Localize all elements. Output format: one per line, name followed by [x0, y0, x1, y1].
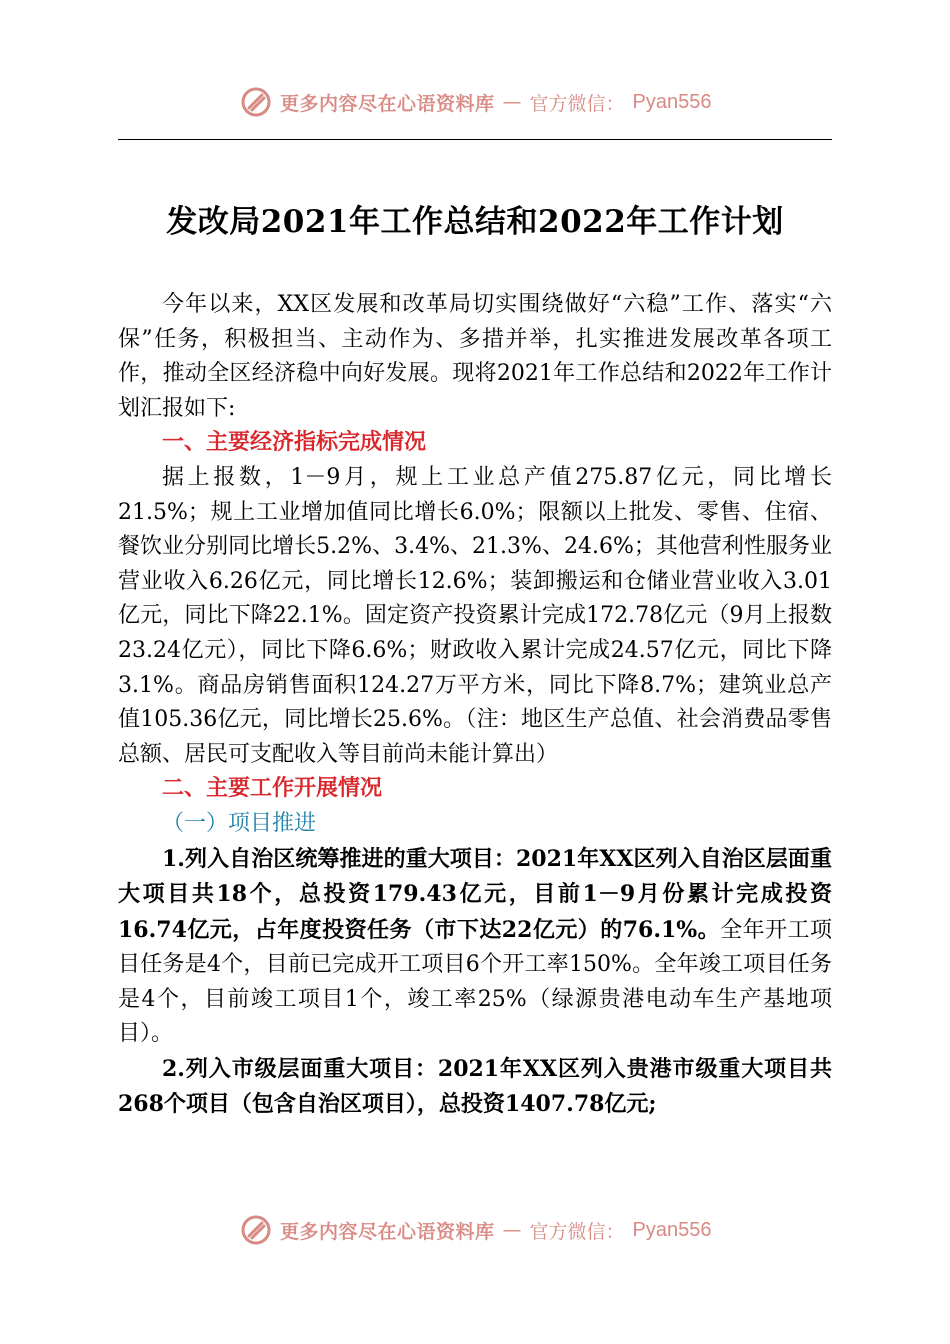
- watermark-banner-bottom: [240, 1208, 760, 1252]
- banner-text: 更多内容尽在心语资料库: [280, 92, 495, 115]
- subsection1-heading: （一）项目推进: [162, 810, 317, 836]
- watermark-banner-top: [240, 80, 760, 124]
- brush-logo-icon: [240, 1214, 272, 1246]
- banner-separator: —: [502, 1219, 522, 1241]
- brush-logo-icon: [240, 86, 272, 118]
- section1-paragraph: 据上报数，1－9月，规上工业总产值275.87亿元，同比增长21.5%；规上工业增加值同比增长6.0%；限额以上批发、零售、住宿、餐饮业分别同比增长5.2%、3.4%、21.3%、24.6%；其他营利性服务业营业收入6.26亿元，同比增长12.6%；装卸搬运和仓储业营业收入3.01亿元，同比下降22.1%。固定资产投资累计完成172.78亿元（9月上报数23.24亿元），同比下降6.6%；财政收入累计完成24.57亿元，同比下降3.1%。商品房销售面积124.27万平方米，同比下降8.7%；建筑业总产值105.36亿元，同比增长25.6%。（注：地区生产总值、社会消费品零售总额、居民可支配收入等目前尚未能计算出）: [118, 464, 832, 767]
- banner-text: 更多内容尽在心语资料库: [280, 1220, 495, 1243]
- header-rule: [118, 139, 832, 140]
- section2-heading: 二、主要工作开展情况: [162, 776, 383, 802]
- intro-paragraph: 今年以来，XX区发展和改革局切实围绕做好“六稳”工作、落实“六保”任务，积极担当、主动作为、多措并举，扎实推进发展改革各项工作，推动全区经济稳中向好发展。现将2021年工作总结和2022年工作计划汇报如下:: [118, 292, 832, 421]
- item1-bold-text: 1.列入自治区统筹推进的重大项目：2021年XX区列入自治区层面重大项目共18个，总投资179.43亿元，目前1－9月份累计完成投资16.74亿元，占年度投资任务（市下达22亿元）的76.1%。: [118, 845, 832, 943]
- banner-label: 官方微信：: [529, 1220, 625, 1243]
- document-title: 发改局2021年工作总结和2022年工作计划: [166, 204, 784, 240]
- document-body: [118, 288, 832, 1121]
- item1-paragraph: [118, 842, 832, 1053]
- section1-heading: 一、主要经济指标完成情况: [162, 430, 427, 456]
- item2-paragraph: 2.列入市级层面重大项目：2021年XX区列入贵港市级重大项目共268个项目（包含自治区项目），总投资1407.78亿元;: [118, 1056, 832, 1117]
- banner-separator: —: [502, 91, 522, 113]
- banner-wechat-id: Pyan556: [632, 1218, 712, 1241]
- banner-label: 官方微信：: [529, 92, 625, 115]
- item1-text: 全年开工项目任务是4个，目前已完成开工项目6个开工率150%。全年竣工项目任务是4个，目前竣工项目1个，竣工率25%（绿源贵港电动车生产基地项目）。: [118, 917, 832, 1047]
- banner-wechat-id: Pyan556: [632, 90, 712, 113]
